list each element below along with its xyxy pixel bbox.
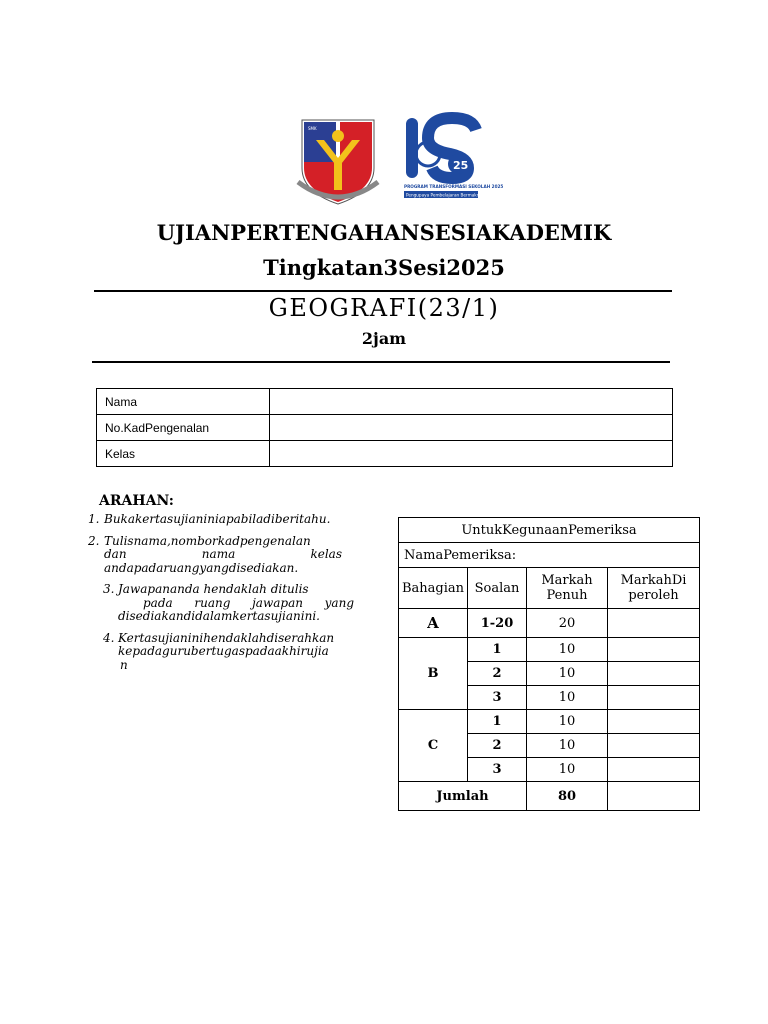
section-a-label: A: [399, 609, 468, 638]
svg-text:PROGRAM TRANSFORMASI SEKOLAH 2: PROGRAM TRANSFORMASI SEKOLAH 2025: [404, 184, 504, 189]
section-a-obtained[interactable]: [608, 609, 700, 638]
marks-obtained-cell[interactable]: [608, 686, 700, 710]
table-row: B 1 10: [399, 638, 700, 662]
marks-obtained-cell[interactable]: [608, 734, 700, 758]
school-crest-logo: [296, 116, 380, 208]
name-field[interactable]: [270, 389, 673, 415]
exam-duration: 2jam: [361, 329, 407, 348]
instructions-title: ARAHAN:: [99, 493, 174, 509]
table-row: 2 10: [399, 734, 700, 758]
examiner-table: [398, 517, 700, 811]
svg-text:SMK: SMK: [308, 126, 317, 131]
subject-title: GEOGRAFI(23/1): [268, 294, 500, 322]
divider-bottom: [92, 361, 670, 363]
column-header: MarkahDi peroleh: [608, 568, 700, 609]
svg-text:25: 25: [453, 159, 469, 172]
total-full-marks: 80: [527, 782, 608, 811]
column-header: Soalan: [468, 568, 527, 609]
table-row: [97, 415, 673, 441]
table-row: 3 10: [399, 758, 700, 782]
marks-obtained-cell[interactable]: [608, 758, 700, 782]
ic-number-field[interactable]: [270, 415, 673, 441]
exam-title: UJIANPERTENGAHANSESIAKADEMIK: [156, 220, 612, 245]
table-row: [399, 782, 700, 811]
marks-obtained-cell[interactable]: [608, 638, 700, 662]
marks-obtained-cell[interactable]: [608, 662, 700, 686]
student-info-table: [96, 388, 673, 467]
section-c-label: C: [399, 710, 468, 782]
instruction-item: 4. Kertasujianinihendaklahdiserahkan kepadagurubertugaspadaakhirujia n: [103, 630, 335, 672]
section-a-questions: 1-20: [468, 609, 527, 638]
examiner-name-label: NamaPemeriksa:: [399, 543, 700, 568]
instruction-item: 3. Jawapananda hendaklah ditulis pada ruang jawapan yang disediakandidalamkertasujianini.: [103, 582, 354, 623]
table-row: C 1 10: [399, 710, 700, 734]
class-field[interactable]: [270, 441, 673, 467]
ic-number-label: No.KadPengenalan: [97, 415, 270, 441]
marks-obtained-cell[interactable]: [608, 710, 700, 734]
table-row: [399, 543, 700, 568]
svg-text:Pengupaya Pembelajaran Bermakn: Pengupaya Pembelajaran Bermakna: [406, 192, 482, 198]
ts25-program-logo: [402, 116, 504, 200]
section-a-full-marks: 20: [527, 609, 608, 638]
instructions-list: [88, 513, 354, 680]
instruction-item: 2. Tulisnama,nomborkadpengenalan dan nama kelas andapadaruangyangdisediakan.: [88, 533, 342, 575]
table-row: [97, 441, 673, 467]
table-row: 2 10: [399, 662, 700, 686]
table-row: [97, 389, 673, 415]
table-row: 3 10: [399, 686, 700, 710]
table-row: [399, 568, 700, 609]
table-row: [399, 518, 700, 543]
column-header: Markah Penuh: [527, 568, 608, 609]
total-label: Jumlah: [399, 782, 527, 811]
total-obtained[interactable]: [608, 782, 700, 811]
examiner-table-title: UntukKegunaanPemeriksa: [399, 518, 700, 543]
instruction-item: 1. Bukakertasujianiniapabiladiberitahu.: [88, 512, 331, 526]
form-session: Tingkatan3Sesi2025: [263, 255, 505, 280]
name-label: Nama: [97, 389, 270, 415]
divider-top: [94, 290, 672, 292]
section-b-label: B: [399, 638, 468, 710]
column-header: Bahagian: [399, 568, 468, 609]
table-row: [399, 609, 700, 638]
class-label: Kelas: [97, 441, 270, 467]
